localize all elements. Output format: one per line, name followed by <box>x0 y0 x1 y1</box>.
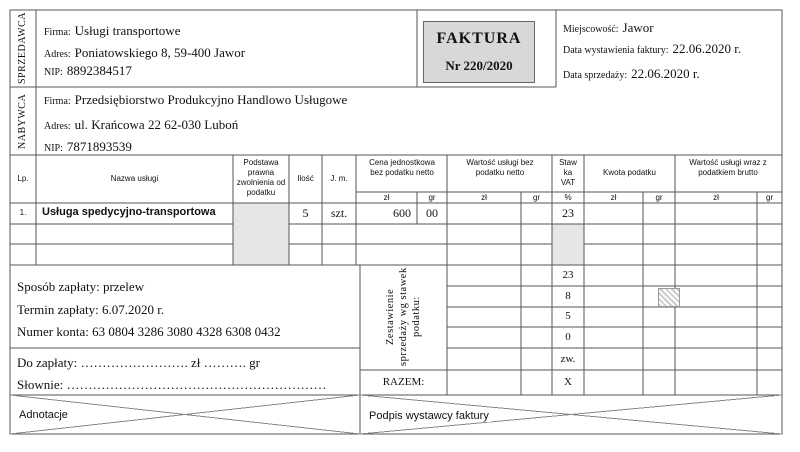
header-legal: Podstawa prawna zwolnienia od podatku <box>236 158 286 197</box>
header-name: Nazwa usługi <box>110 174 159 183</box>
row-qty: 5 <box>302 206 309 220</box>
row-name: Usługa spedycyjno-transportowa <box>42 206 216 218</box>
sub-net-price-gr: gr <box>428 193 436 202</box>
header-net-price: Cena jednostkowa bez podatku netto <box>369 158 435 177</box>
row-price-zl: 600 <box>393 206 411 220</box>
signature-label: Podpis wystawcy faktury <box>369 410 489 422</box>
row-price-gr: 00 <box>426 206 438 220</box>
buyer-section-label: NABYWCA <box>17 93 28 149</box>
seller-address: Adres: Poniatowskiego 8, 59-400 Jawor <box>44 45 246 60</box>
amount-in-words: Słownie: …………………………………………………… <box>17 377 327 392</box>
header-gross-value: Wartość usługi wraz z podatkiem brutto <box>689 158 767 177</box>
header-tax-amount: Kwota podatku <box>603 168 656 177</box>
sub-net-price-zl: zł <box>383 193 390 202</box>
sale-date: Data sprzedaży: 22.06.2020 r. <box>563 66 700 81</box>
sub-net-value-gr: gr <box>532 193 541 202</box>
bank-account: Numer konta: 63 0804 3286 3080 4328 6308 0432 <box>17 324 281 339</box>
amount-to-pay: Do zapłaty: ……………………. zł ………. gr <box>17 355 260 370</box>
header-qty: Ilość <box>297 174 314 183</box>
payment-due: Termin zapłaty: 6.07.2020 r. <box>17 302 165 317</box>
sub-gross-zl: zł <box>713 193 719 202</box>
buyer-address: Adres: ul. Krańcowa 22 62-030 Luboń <box>44 117 239 132</box>
sub-vat-pct: % <box>564 193 572 202</box>
invoice-title-box <box>423 21 535 83</box>
seller-section-label: SPRZEDAWCA <box>17 12 28 85</box>
invoice-title: FAKTURA <box>436 30 522 47</box>
summary-rate-5: 5 <box>565 310 571 322</box>
sub-tax-gr: gr <box>655 193 663 202</box>
table-row <box>10 203 782 224</box>
row-lp: 1. <box>19 208 27 217</box>
payment-method: Sposób zapłaty: przelew <box>17 279 145 294</box>
summary-rate-23: 23 <box>562 269 574 281</box>
buyer-nip: NIP: 7871893539 <box>44 139 132 154</box>
invoice-number: Nr 220/2020 <box>445 58 513 73</box>
sub-net-value-zl: zł <box>481 193 487 202</box>
header-vat-rate: Staw ka VAT <box>559 158 577 187</box>
issue-date: Data wystawienia faktury: 22.06.2020 r. <box>563 41 742 56</box>
total-mark: X <box>564 376 572 388</box>
summary-vertical-label: Zestawienie sprzedaży wg stawek podatku: <box>385 267 422 367</box>
header-lp: Lp. <box>17 174 29 183</box>
header-unit: J. m. <box>330 174 348 183</box>
total-label: RAZEM: <box>382 376 425 388</box>
row-unit: szt. <box>330 206 348 220</box>
image-placeholder-icon <box>658 288 680 307</box>
header-net-value: Wartość usługi bez podatku netto <box>466 158 534 177</box>
sub-gross-gr: gr <box>765 193 774 202</box>
summary-rate-zw: zw. <box>560 353 576 365</box>
buyer-firm: Firma: Przedsiębiorstwo Produkcyjno Handlowo Usługowe <box>44 92 348 107</box>
notes-label: Adnotacje <box>19 409 68 421</box>
seller-firm: Firma: Usługi transportowe <box>44 23 181 38</box>
summary-rate-0: 0 <box>565 331 571 343</box>
row-vat: 23 <box>562 206 574 220</box>
place: Miejscowość: Jawor <box>563 20 654 35</box>
seller-nip: NIP: 8892384517 <box>44 63 132 78</box>
sub-tax-zl: zł <box>610 193 617 202</box>
summary-rate-8: 8 <box>565 290 571 302</box>
